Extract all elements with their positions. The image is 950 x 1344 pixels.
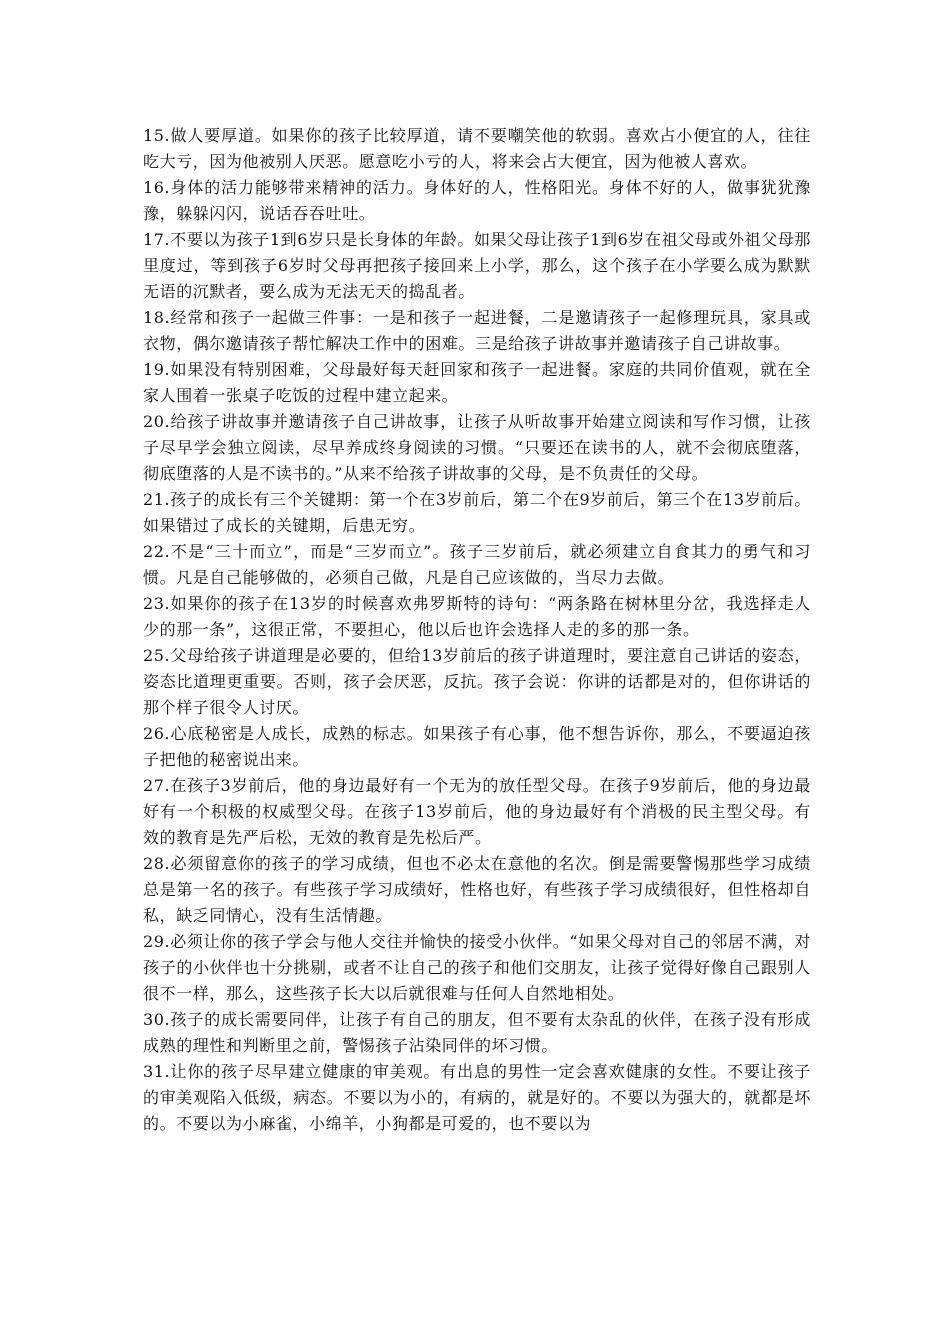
- paragraph-17: 17.不要以为孩子1到6岁只是长身体的年龄。如果父母让孩子1到6岁在祖父母或外祖父母那里度过，等到孩子6岁时父母再把孩子接回来上小学，那么，这个孩子在小学要么成为默默无语的沉默者，要么成为无法无天的捣乱者。: [143, 230, 811, 301]
- paragraph-21: 21.孩子的成长有三个关键期：第一个在3岁前后，第二个在9岁前后，第三个在13岁前后。如果错过了成长的关键期，后患无穷。: [143, 490, 811, 535]
- paragraph-19: 19.如果没有特别困难，父母最好每天赶回家和孩子一起进餐。家庭的共同价值观，就在全家人围着一张桌子吃饭的过程中建立起来。: [143, 360, 811, 405]
- paragraph-30: 30.孩子的成长需要同伴，让孩子有自己的朋友，但不要有太杂乱的伙伴，在孩子没有形成成熟的理性和判断里之前，警惕孩子沾染同伴的坏习惯。: [143, 1010, 811, 1055]
- document-page: [143, 123, 811, 1137]
- paragraph-27: 27.在孩子3岁前后，他的身边最好有一个无为的放任型父母。在孩子9岁前后，他的身边最好有一个积极的权威型父母。在孩子13岁前后，他的身边最好有个消极的民主型父母。有效的教育是先严后松，无效的教育是先松后严。: [143, 776, 811, 847]
- paragraph-18: 18.经常和孩子一起做三件事：一是和孩子一起进餐，二是邀请孩子一起修理玩具，家具或衣物，偶尔邀请孩子帮忙解决工作中的困难。三是给孩子讲故事并邀请孩子自己讲故事。: [143, 308, 811, 353]
- paragraph-22: 22.不是“三十而立”，而是“三岁而立”。孩子三岁前后，就必须建立自食其力的勇气和习惯。凡是自己能够做的，必须自己做，凡是自己应该做的，当尽力去做。: [143, 542, 811, 587]
- paragraph-31: 31.让你的孩子尽早建立健康的审美观。有出息的男性一定会喜欢健康的女性。不要让孩子的审美观陷入低级，病态。不要以为小的，有病的，就是好的。不要以为强大的，就都是坏的。不要以为小麻雀，小绵羊，小狗都是可爱的，也不要以为: [143, 1062, 811, 1133]
- paragraph-15: 15.做人要厚道。如果你的孩子比较厚道，请不要嘲笑他的软弱。喜欢占小便宜的人，往往吃大亏，因为他被别人厌恶。愿意吃小亏的人，将来会占大便宜，因为他被人喜欢。: [143, 126, 811, 171]
- paragraph-25: 25.父母给孩子讲道理是必要的，但给13岁前后的孩子讲道理时，要注意自己讲话的姿态，姿态比道理更重要。否则，孩子会厌恶，反抗。孩子会说：你讲的话都是对的，但你讲话的那个样子很令人讨厌。: [143, 646, 811, 717]
- paragraph-23: 23.如果你的孩子在13岁的时候喜欢弗罗斯特的诗句：“两条路在树林里分岔，我选择走人少的那一条”，这很正常，不要担心，他以后也许会选择人走的多的那一条。: [143, 594, 811, 639]
- paragraph-26: 26.心底秘密是人成长，成熟的标志。如果孩子有心事，他不想告诉你，那么，不要逼迫孩子把他的秘密说出来。: [143, 724, 811, 769]
- paragraph-20: 20.给孩子讲故事并邀请孩子自己讲故事，让孩子从听故事开始建立阅读和写作习惯，让孩子尽早学会独立阅读，尽早养成终身阅读的习惯。“只要还在读书的人，就不会彻底堕落，彻底堕落的人是不读书的。”从来不给孩子讲故事的父母，是不负责任的父母。: [143, 412, 811, 483]
- paragraph-29: 29.必须让你的孩子学会与他人交往并愉快的接受小伙伴。“如果父母对自己的邻居不满，对孩子的小伙伴也十分挑剔，或者不让自己的孩子和他们交朋友，让孩子觉得好像自己跟别人很不一样，那么，这些孩子长大以后就很难与任何人自然地相处。: [143, 932, 811, 1003]
- paragraph-28: 28.必须留意你的孩子的学习成绩，但也不必太在意他的名次。倒是需要警惕那些学习成绩总是第一名的孩子。有些孩子学习成绩好，性格也好，有些孩子学习成绩很好，但性格却自私，缺乏同情心，没有生活情趣。: [143, 854, 811, 925]
- paragraph-16: 16.身体的活力能够带来精神的活力。身体好的人，性格阳光。身体不好的人，做事犹犹豫豫，躲躲闪闪，说话吞吞吐吐。: [143, 178, 811, 223]
